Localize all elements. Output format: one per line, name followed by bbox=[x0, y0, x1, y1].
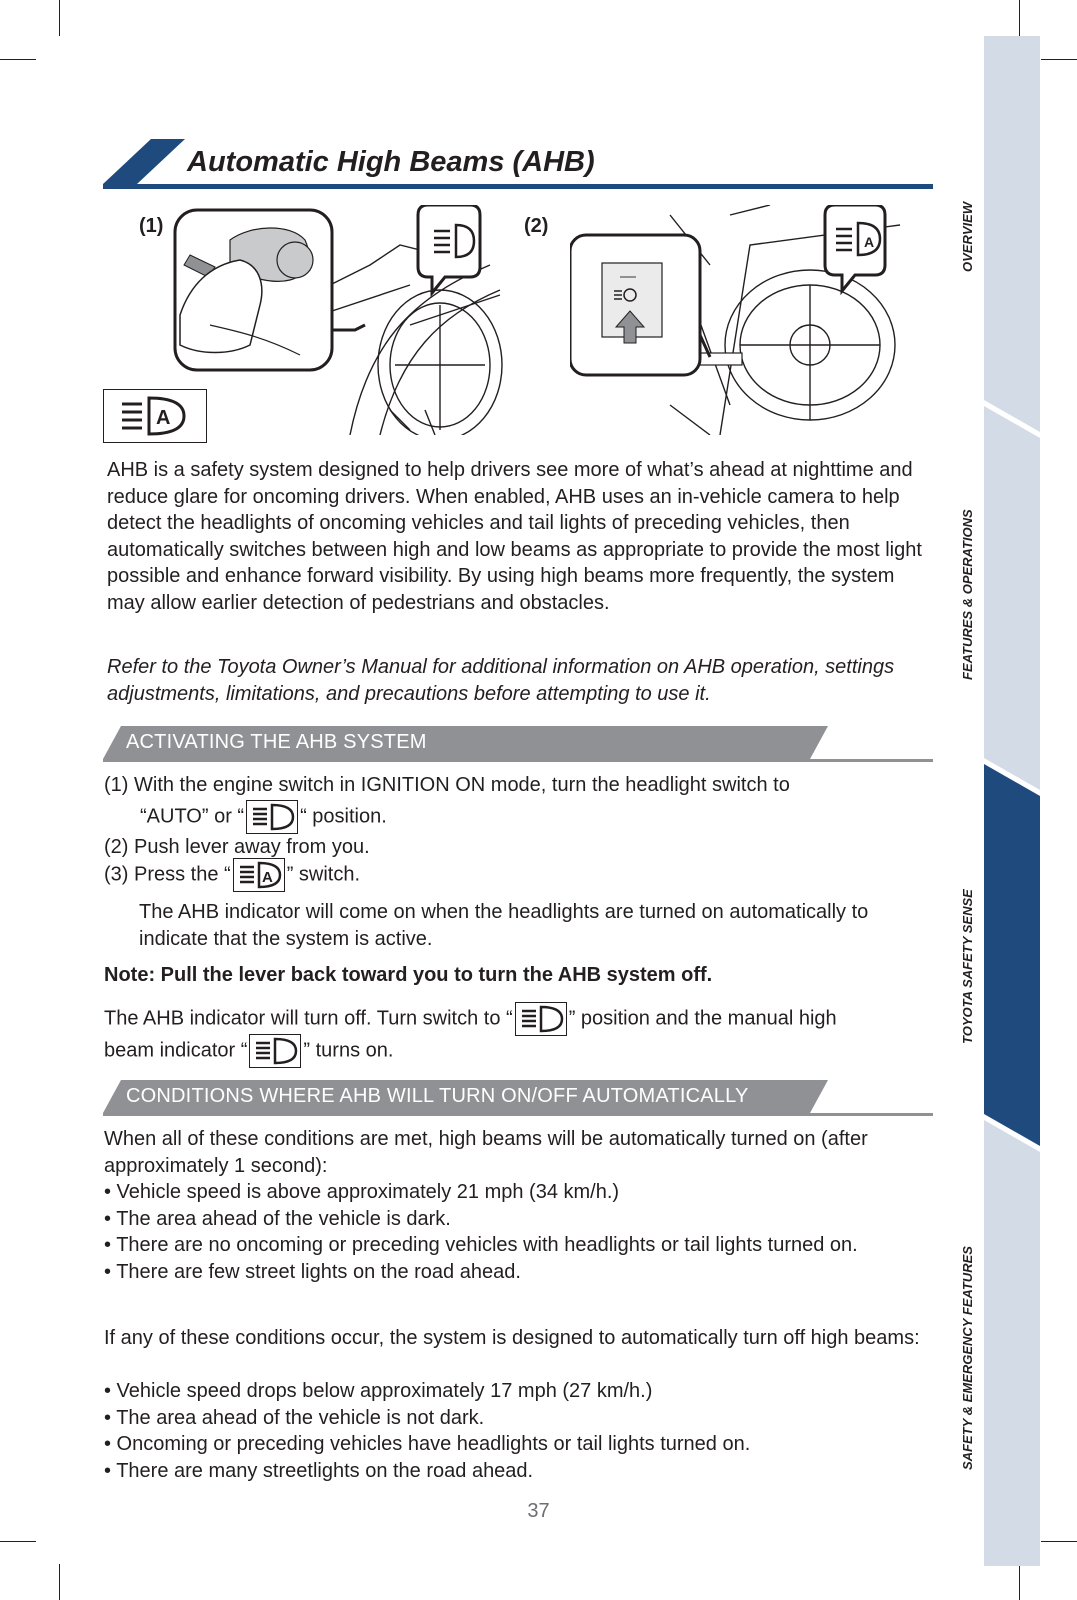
indicator-description: The AHB indicator will come on when the headlights are turned on automatically to indicate that the system is active. bbox=[139, 901, 869, 950]
section-label-activating: ACTIVATING THE AHB SYSTEM bbox=[126, 731, 427, 753]
step-2: (2) Push lever away from you. bbox=[104, 836, 370, 858]
list-item: • Vehicle speed is above approximately 21 mph (34 km/h.) bbox=[104, 1181, 620, 1203]
ahb-indicator-icon bbox=[104, 390, 206, 442]
ahb-indicator-box bbox=[103, 389, 207, 443]
section-header-conditions bbox=[103, 1080, 933, 1116]
headlight-lever-illustration bbox=[170, 205, 510, 435]
section-label-conditions: CONDITIONS WHERE AHB WILL TURN ON/OFF AUTOMATICALLY bbox=[126, 1085, 749, 1107]
crop-mark bbox=[0, 59, 36, 60]
off-text-line-1 bbox=[104, 1002, 837, 1036]
section-header-activating bbox=[103, 726, 933, 762]
figure-label-2: (2) bbox=[524, 215, 549, 237]
step-1-text-a: “AUTO” or “ bbox=[140, 805, 245, 828]
list-item: • There are many streetlights on the road ahead. bbox=[104, 1459, 534, 1482]
off-text-line-2 bbox=[104, 1034, 393, 1068]
svg-text:A: A bbox=[261, 869, 273, 886]
crop-mark bbox=[1019, 1564, 1020, 1600]
step-1-continued bbox=[140, 800, 387, 834]
step-1-text-b: “ position. bbox=[300, 805, 387, 828]
crop-mark bbox=[1019, 0, 1020, 36]
crop-mark bbox=[1041, 59, 1077, 60]
list-item: • Vehicle speed drops below approximately 17 mph (27 km/h.) bbox=[104, 1380, 653, 1402]
step-3 bbox=[104, 858, 360, 892]
list-item: • The area ahead of the vehicle is dark. bbox=[104, 1207, 451, 1230]
off-text-c: beam indicator “ bbox=[104, 1039, 248, 1062]
crop-mark bbox=[1041, 1541, 1077, 1542]
side-tab-features-operations[interactable]: FEATURES & OPERATIONS bbox=[960, 509, 975, 680]
ahb-switch-illustration bbox=[570, 205, 910, 435]
off-text-a: The AHB indicator will turn off. Turn switch to “ bbox=[104, 1007, 513, 1030]
side-tab-overview[interactable]: OVERVIEW bbox=[960, 201, 975, 272]
manual-high-beam-icon bbox=[249, 1034, 301, 1068]
off-text-d: ” turns on. bbox=[303, 1039, 394, 1062]
conditions-on-list bbox=[104, 1179, 934, 1285]
list-item: • There are no oncoming or preceding vehicles with headlights or tail lights turned on. bbox=[104, 1234, 858, 1257]
step-3-text-a: (3) Press the “ bbox=[104, 863, 231, 886]
conditions-on-intro: When all of these conditions are met, high beams will be automatically turned on (after approximately 1 second): bbox=[104, 1128, 868, 1177]
intro-paragraph: AHB is a safety system designed to help drivers see more of what’s ahead at nighttime and reduce glare for oncoming drivers. When enabled, AHB uses an in-vehicle camera to help detect the headlights of oncoming vehicles and tail lights of preceding vehicles, then automatically switches between high and low beams as appropriate to provide the most light possible and enhance forward visibility. By using high beams more frequently, the system may allow earlier detection of pedestrians and obstacles. bbox=[107, 459, 922, 614]
note-turn-off: Note: Pull the lever back toward you to turn the AHB system off. bbox=[104, 964, 713, 986]
side-tab-safety-emergency[interactable]: SAFETY & EMERGENCY FEATURES bbox=[960, 1246, 975, 1470]
crop-mark bbox=[0, 1541, 36, 1542]
high-beam-icon bbox=[515, 1002, 567, 1036]
crop-mark bbox=[59, 0, 60, 36]
off-text-b: ” position and the manual high bbox=[568, 1007, 837, 1030]
reference-note: Refer to the Toyota Owner’s Manual for additional information on AHB operation, settings adjustments, limitations, and precautions before attempting to use it. bbox=[107, 656, 895, 705]
step-3-text-b: ” switch. bbox=[286, 863, 361, 886]
side-tab-strip bbox=[984, 36, 1040, 1566]
crop-mark bbox=[59, 1564, 60, 1600]
conditions-off-list bbox=[104, 1378, 934, 1484]
high-beam-icon bbox=[246, 800, 298, 834]
conditions-off-intro: If any of these conditions occur, the system is designed to automatically turn off high beams: bbox=[104, 1327, 920, 1349]
page-number: 37 bbox=[527, 1500, 550, 1522]
side-tab-toyota-safety-sense[interactable]: TOYOTA SAFETY SENSE bbox=[960, 889, 975, 1044]
page-title: Automatic High Beams (AHB) bbox=[187, 146, 595, 178]
figure-label-1: (1) bbox=[139, 215, 164, 237]
list-item: • The area ahead of the vehicle is not dark. bbox=[104, 1406, 485, 1429]
list-item: • Oncoming or preceding vehicles have headlights or tail lights turned on. bbox=[104, 1433, 751, 1456]
step-1: (1) With the engine switch in IGNITION ON mode, turn the headlight switch to bbox=[104, 774, 790, 796]
list-item: • There are few street lights on the road ahead. bbox=[104, 1260, 521, 1283]
svg-text:A: A bbox=[864, 234, 875, 250]
ahb-switch-icon bbox=[233, 858, 285, 892]
svg-text:A: A bbox=[156, 407, 171, 429]
